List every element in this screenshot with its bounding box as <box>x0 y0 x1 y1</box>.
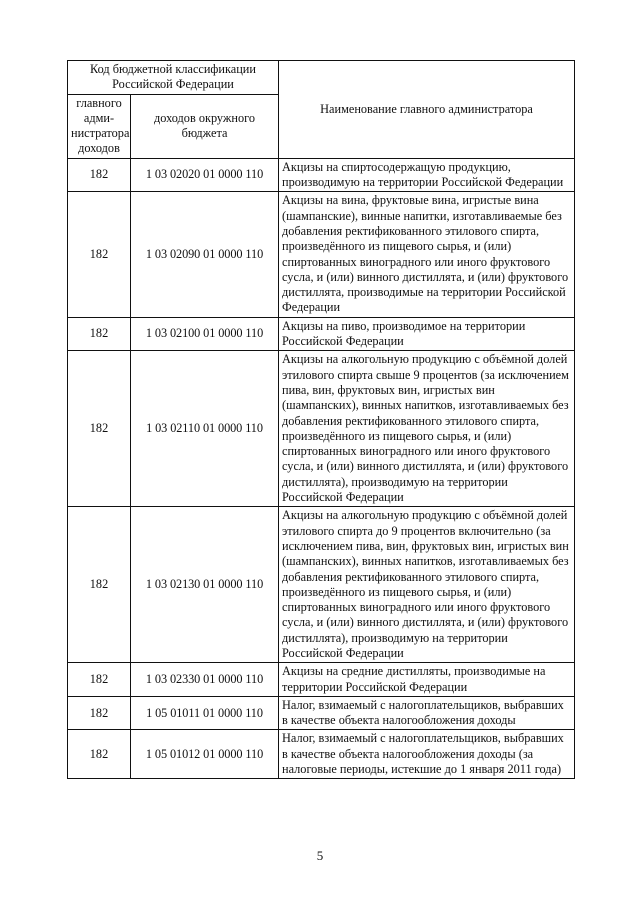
admin-name-cell: Акцизы на спиртосодержащую продукцию, производимую на территории Российской Федерации <box>279 158 575 192</box>
header-budget-code: доходов окружного бюджета <box>131 94 279 158</box>
admin-name-cell: Налог, взимаемый с налогоплательщиков, выбравших в качестве объекта налогообложения доходы (за налоговые периоды, истекшие до 1 января 2011 года) <box>279 730 575 779</box>
table-row <box>68 663 575 697</box>
admin-name-cell: Акцизы на алкогольную продукцию с объёмной долей этилового спирта свыше 9 процентов (за исключением пива, вин, фруктовых вин, игристых вин (шампанских), винных напитков, изготавливаемых без добавления ректификованного этилового спирта, произведённого из пищевого сырья, и (или) спиртованных виноградного или иного фруктового сусла, и (или) винного дистиллята, и (или) фруктового дистиллята), производимую на территории Российской Федерации <box>279 351 575 507</box>
admin-code-cell: 182 <box>68 158 131 192</box>
admin-code-cell: 182 <box>68 663 131 697</box>
table-row <box>68 317 575 351</box>
table-row <box>68 507 575 663</box>
budget-code-cell: 1 03 02330 01 0000 110 <box>131 663 279 697</box>
table-row <box>68 730 575 779</box>
budget-code-cell: 1 03 02020 01 0000 110 <box>131 158 279 192</box>
admin-code-cell: 182 <box>68 351 131 507</box>
header-row-top <box>68 61 575 95</box>
admin-name-cell: Акцизы на пиво, производимое на территории Российской Федерации <box>279 317 575 351</box>
admin-name-cell: Акцизы на средние дистилляты, производимые на территории Российской Федерации <box>279 663 575 697</box>
budget-code-cell: 1 03 02100 01 0000 110 <box>131 317 279 351</box>
table-row <box>68 192 575 317</box>
admin-code-cell: 182 <box>68 730 131 779</box>
budget-code-cell: 1 03 02130 01 0000 110 <box>131 507 279 663</box>
header-group-label: Код бюджетной классификации Российской Федерации <box>68 61 279 95</box>
admin-name-cell: Акцизы на вина, фруктовые вина, игристые вина (шампанские), винные напитки, изготавливаемые без добавления ректификованного этилового спирта, произведённого из пищевого сырья, и (или) спиртованных виноградного или иного фруктового сусла, и (или) винного дистиллята, и (или) фруктового дистиллята, производимые на территории Российской Федерации <box>279 192 575 317</box>
table-row <box>68 158 575 192</box>
header-admin-code: главного адми-нистратора доходов <box>68 94 131 158</box>
admin-code-cell: 182 <box>68 192 131 317</box>
table-row <box>68 351 575 507</box>
table-row <box>68 696 575 730</box>
admin-code-cell: 182 <box>68 317 131 351</box>
header-admin-name: Наименование главного администратора <box>279 61 575 159</box>
admin-name-cell: Налог, взимаемый с налогоплательщиков, выбравших в качестве объекта налогообложения доходы <box>279 696 575 730</box>
budget-code-cell: 1 03 02090 01 0000 110 <box>131 192 279 317</box>
budget-code-cell: 1 03 02110 01 0000 110 <box>131 351 279 507</box>
admin-code-cell: 182 <box>68 696 131 730</box>
budget-classification-table <box>67 60 575 779</box>
budget-code-cell: 1 05 01012 01 0000 110 <box>131 730 279 779</box>
admin-code-cell: 182 <box>68 507 131 663</box>
budget-code-cell: 1 05 01011 01 0000 110 <box>131 696 279 730</box>
page-number: 5 <box>316 848 324 863</box>
admin-name-cell: Акцизы на алкогольную продукцию с объёмной долей этилового спирта до 9 процентов включительно (за исключением пива, вин, фруктовых вин, игристых вин (шампанских), винных напитков, изготавливаемых без добавления ректификованного этилового спирта, произведённого из пищевого сырья, и (или) спиртованных виноградного или иного фруктового сусла, и (или) винного дистиллята, и (или) фруктового дистиллята), производимую на территории Российской Федерации <box>279 507 575 663</box>
